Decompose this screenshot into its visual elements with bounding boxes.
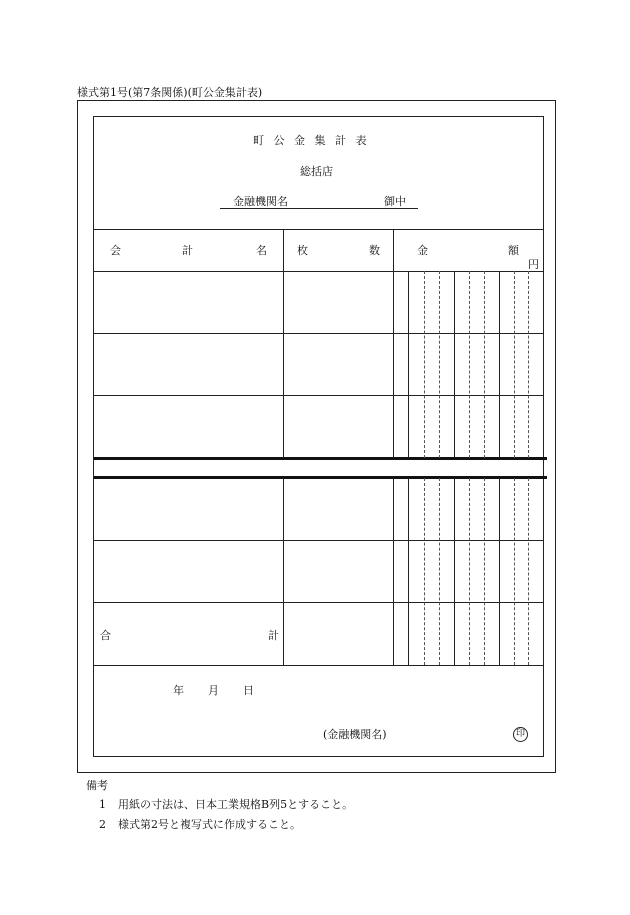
- amount-dash-5-lower: [514, 478, 515, 665]
- row-line-6: [94, 665, 543, 666]
- note-2-number: 2: [99, 818, 106, 831]
- header-count-2: 数: [369, 244, 380, 257]
- total-label-1: 合: [100, 629, 111, 642]
- header-account-1: 会: [110, 244, 121, 257]
- note-1-text: 用紙の寸法は、日本工業規格B列5とすること。: [118, 798, 354, 811]
- section-break-bottom: [94, 476, 547, 479]
- amount-dash-3-upper: [469, 271, 470, 458]
- total-label-2: 計: [268, 629, 279, 642]
- sheet-title: 町 公 金 集 計 表: [253, 134, 370, 147]
- amount-dash-4-upper: [484, 271, 485, 458]
- table-top-line: [94, 229, 543, 230]
- amount-dash-3-lower: [469, 478, 470, 665]
- date-month: 月: [208, 684, 219, 697]
- note-2-text: 様式第2号と複写式に作成すること。: [118, 818, 301, 831]
- amount-col-c-upper: [499, 271, 500, 458]
- form-caption: 様式第1号(第7条関係)(町公金集計表): [77, 86, 263, 99]
- amount-dash-6-lower: [528, 478, 529, 665]
- row-line-1: [94, 271, 543, 272]
- amount-dash-4-lower: [484, 478, 485, 665]
- section-break-top: [94, 457, 547, 460]
- amount-dash-2-upper: [439, 271, 440, 458]
- header-account-2: 計: [182, 244, 193, 257]
- row-line-5: [94, 602, 543, 603]
- amount-dash-5-upper: [514, 271, 515, 458]
- row-line-2: [94, 333, 543, 334]
- row-line-3: [94, 395, 543, 396]
- amount-dash-1-lower: [424, 478, 425, 665]
- inner-frame: [93, 116, 544, 757]
- date-day: 日: [243, 684, 254, 697]
- amount-dash-6-upper: [528, 271, 529, 458]
- bank-name-label: 金融機関名: [233, 195, 288, 208]
- amount-col-a-upper: [408, 271, 409, 458]
- amount-dash-2-lower: [439, 478, 440, 665]
- header-amount-2: 額: [508, 244, 519, 257]
- amount-col-b-lower: [454, 478, 455, 665]
- row-line-4: [94, 540, 543, 541]
- footer-bank-name: (金融機関名): [323, 728, 387, 741]
- branch-label: 総括店: [300, 165, 333, 178]
- col-line-count-lower: [393, 478, 394, 665]
- header-amount-1: 金: [417, 244, 428, 257]
- seal-mark: 印: [513, 727, 528, 742]
- bank-name-underline: [220, 208, 418, 209]
- notes-heading: 備考: [86, 779, 108, 792]
- date-year: 年: [173, 684, 184, 697]
- header-count-1: 枚: [297, 244, 308, 257]
- col-line-account-upper: [283, 229, 284, 458]
- col-line-account-lower: [283, 478, 284, 665]
- header-account-3: 名: [256, 244, 267, 257]
- header-yen: 円: [528, 258, 539, 271]
- amount-col-b-upper: [454, 271, 455, 458]
- amount-col-c-lower: [499, 478, 500, 665]
- amount-col-a-lower: [408, 478, 409, 665]
- onchu-label: 御中: [384, 195, 406, 208]
- amount-dash-1-upper: [424, 271, 425, 458]
- col-line-count-upper: [393, 229, 394, 458]
- note-1-number: 1: [99, 798, 106, 811]
